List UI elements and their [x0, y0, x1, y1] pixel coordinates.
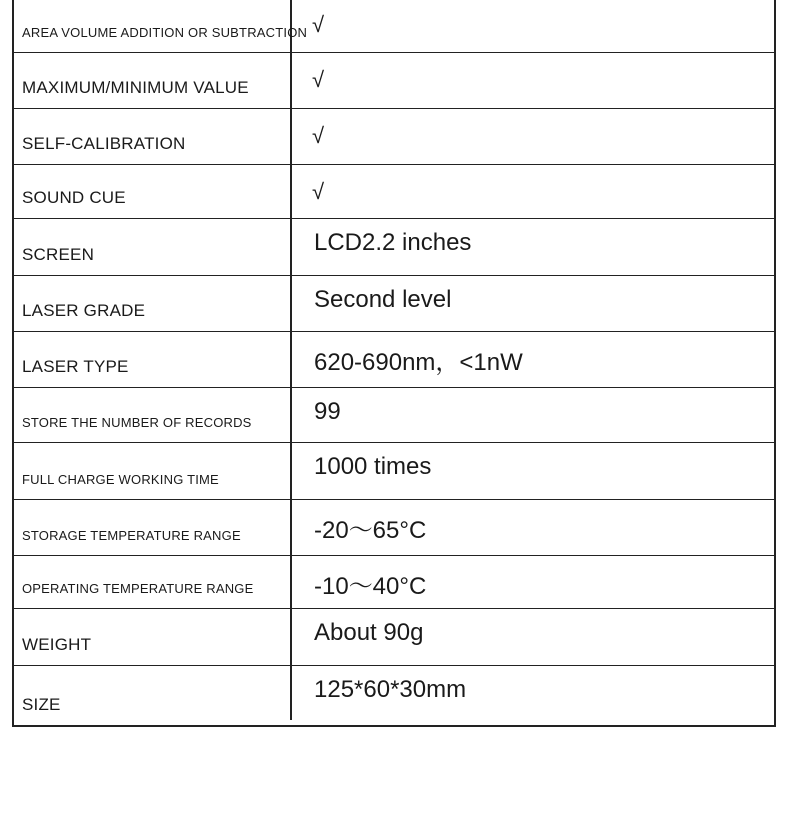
table-row: [14, 609, 774, 666]
row-value: 99: [314, 398, 341, 425]
table-row: [14, 332, 774, 388]
row-label: WEIGHT: [22, 635, 92, 654]
table-row: [14, 276, 774, 332]
table-row: [14, 0, 774, 53]
row-label: STORAGE TEMPERATURE RANGE: [22, 528, 241, 543]
row-label: SIZE: [22, 695, 61, 714]
row-label: FULL CHARGE WORKING TIME: [22, 472, 219, 487]
check-icon: √: [312, 123, 325, 148]
row-value: 1000 times: [314, 453, 432, 480]
row-value: 125*60*30mm: [314, 676, 467, 703]
row-label: OPERATING TEMPERATURE RANGE: [22, 581, 254, 596]
row-value: 620-690nm，<1nW: [314, 349, 523, 376]
row-value: Second level: [314, 286, 452, 313]
row-label: STORE THE NUMBER OF RECORDS: [22, 415, 252, 430]
row-label: SELF-CALIBRATION: [22, 134, 186, 153]
table-row: [14, 53, 774, 109]
row-label: SOUND CUE: [22, 188, 126, 207]
table-row: [14, 388, 774, 443]
table-row: [14, 109, 774, 165]
row-value: -20～65°C: [314, 517, 427, 544]
row-label: LASER TYPE: [22, 357, 129, 376]
table-row: [14, 666, 774, 725]
row-label: LASER GRADE: [22, 301, 146, 320]
table-row: [14, 219, 774, 276]
spec-table: [12, 0, 776, 727]
check-icon: √: [312, 12, 325, 37]
check-icon: √: [312, 179, 325, 204]
table-row: [14, 500, 774, 556]
row-label: AREA VOLUME ADDITION OR SUBTRACTION: [22, 25, 308, 40]
check-icon: √: [312, 67, 325, 92]
row-label: MAXIMUM/MINIMUM VALUE: [22, 78, 249, 97]
row-value: LCD2.2 inches: [314, 229, 472, 256]
table-row: [14, 556, 774, 609]
row-value: -10～40°C: [314, 573, 427, 600]
row-label: SCREEN: [22, 245, 95, 264]
table-row: [14, 443, 774, 500]
table-row: [14, 165, 774, 219]
row-value: About 90g: [314, 619, 424, 646]
